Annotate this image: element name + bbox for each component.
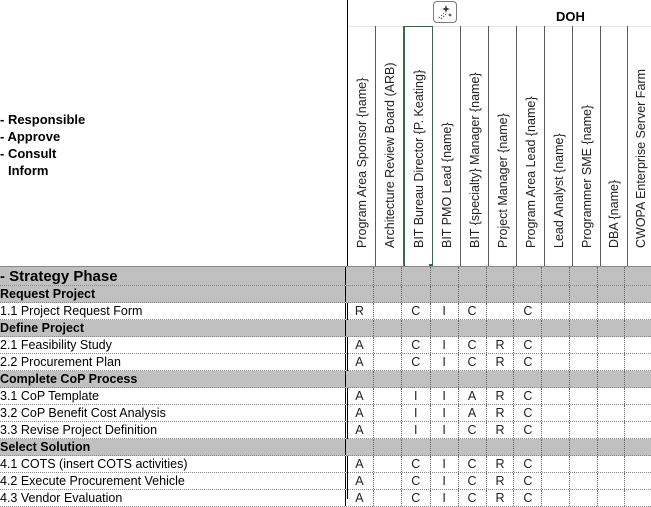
raci-cell[interactable] xyxy=(542,354,570,370)
raci-cell[interactable]: R xyxy=(487,456,515,472)
raci-cell[interactable]: I xyxy=(431,303,459,319)
raci-cell[interactable] xyxy=(374,303,402,319)
row-label[interactable]: Define Project xyxy=(0,320,346,336)
raci-cell[interactable]: A xyxy=(459,388,487,404)
raci-cell[interactable]: R xyxy=(487,422,515,438)
raci-cell[interactable]: I xyxy=(402,422,431,438)
raci-cell[interactable] xyxy=(374,439,402,455)
raci-cell[interactable] xyxy=(542,286,570,302)
raci-cell[interactable] xyxy=(542,490,570,506)
raci-cell[interactable] xyxy=(570,303,598,319)
task-row xyxy=(0,405,651,422)
raci-cell[interactable] xyxy=(625,267,651,285)
raci-cell[interactable] xyxy=(598,490,625,506)
raci-cell[interactable]: C xyxy=(459,456,487,472)
raci-cell[interactable]: R xyxy=(487,354,515,370)
raci-cell[interactable] xyxy=(542,439,570,455)
raci-cell[interactable]: C xyxy=(402,490,431,506)
raci-cell[interactable] xyxy=(598,337,625,353)
raci-cell[interactable] xyxy=(346,267,374,285)
raci-cell[interactable]: C xyxy=(459,473,487,489)
raci-cell[interactable] xyxy=(374,388,402,404)
raci-cell[interactable] xyxy=(542,473,570,489)
raci-cell[interactable]: C xyxy=(402,337,431,353)
raci-cell[interactable]: I xyxy=(402,405,431,421)
group-header-doh: DOH xyxy=(556,9,585,24)
raci-cell[interactable]: I xyxy=(431,405,459,421)
group-row xyxy=(0,320,651,337)
raci-cell[interactable]: R xyxy=(487,490,515,506)
raci-cell[interactable]: C xyxy=(459,337,487,353)
raci-cell[interactable]: C xyxy=(402,354,431,370)
raci-legend xyxy=(0,111,85,179)
row-label[interactable]: 2.1 Feasibility Study xyxy=(0,337,346,353)
raci-cell[interactable] xyxy=(487,320,515,336)
column-header[interactable]: Project Manager {name} xyxy=(489,26,517,266)
raci-cell[interactable] xyxy=(542,320,570,336)
raci-cell[interactable] xyxy=(374,354,402,370)
raci-cell[interactable] xyxy=(598,320,625,336)
raci-cell[interactable] xyxy=(402,286,431,302)
raci-cell[interactable] xyxy=(374,422,402,438)
raci-cell[interactable] xyxy=(374,473,402,489)
raci-cell[interactable] xyxy=(625,422,651,438)
raci-cell[interactable]: A xyxy=(346,354,374,370)
raci-cell[interactable] xyxy=(598,473,625,489)
raci-cell[interactable] xyxy=(431,371,459,387)
raci-cell[interactable] xyxy=(374,337,402,353)
raci-cell[interactable] xyxy=(598,267,625,285)
raci-cell[interactable] xyxy=(542,388,570,404)
raci-cell[interactable] xyxy=(598,303,625,319)
raci-cell[interactable] xyxy=(374,371,402,387)
raci-cell[interactable] xyxy=(625,439,651,455)
raci-cell[interactable] xyxy=(570,286,598,302)
raci-cell[interactable] xyxy=(570,473,598,489)
raci-cell[interactable] xyxy=(570,337,598,353)
row-label[interactable]: Complete CoP Process xyxy=(0,371,346,387)
raci-cell[interactable]: C xyxy=(459,303,487,319)
raci-cell[interactable] xyxy=(570,456,598,472)
raci-cell[interactable]: C xyxy=(514,473,542,489)
column-header[interactable]: Architecture Review Board (ARB) xyxy=(376,26,404,266)
column-header[interactable]: BIT {specialty} Manager {name} xyxy=(461,26,489,266)
row-label[interactable]: 3.1 CoP Template xyxy=(0,388,346,404)
group-row xyxy=(0,286,651,303)
raci-cell[interactable]: R xyxy=(346,303,374,319)
raci-cell[interactable] xyxy=(374,490,402,506)
raci-cell[interactable] xyxy=(514,286,542,302)
raci-cell[interactable] xyxy=(402,439,431,455)
raci-cell[interactable]: R xyxy=(487,337,515,353)
raci-cell[interactable] xyxy=(459,371,487,387)
row-label[interactable]: 2.2 Procurement Plan xyxy=(0,354,346,370)
raci-cell[interactable] xyxy=(374,405,402,421)
raci-cell[interactable]: A xyxy=(346,405,374,421)
phase-row xyxy=(0,266,651,286)
raci-cell[interactable] xyxy=(459,320,487,336)
raci-cell[interactable] xyxy=(598,286,625,302)
raci-cell[interactable] xyxy=(625,490,651,506)
raci-cell[interactable]: I xyxy=(431,337,459,353)
raci-cell[interactable]: I xyxy=(431,456,459,472)
raci-cell[interactable]: C xyxy=(514,337,542,353)
raci-cell[interactable] xyxy=(570,388,598,404)
row-label[interactable]: Request Project xyxy=(0,286,346,302)
raci-cell[interactable] xyxy=(487,286,515,302)
raci-cell[interactable] xyxy=(625,456,651,472)
task-row xyxy=(0,354,651,371)
task-row xyxy=(0,456,651,473)
task-row xyxy=(0,337,651,354)
row-label[interactable]: Select Solution xyxy=(0,439,346,455)
raci-grid xyxy=(0,266,651,507)
raci-cell[interactable] xyxy=(542,422,570,438)
raci-cell[interactable] xyxy=(625,388,651,404)
raci-cell[interactable] xyxy=(374,267,402,285)
raci-cell[interactable]: A xyxy=(346,337,374,353)
raci-cell[interactable] xyxy=(374,320,402,336)
raci-cell[interactable]: C xyxy=(514,303,542,319)
raci-cell[interactable]: A xyxy=(459,405,487,421)
row-label[interactable]: 4.2 Execute Procurement Vehicle xyxy=(0,473,346,489)
raci-cell[interactable] xyxy=(570,267,598,285)
raci-cell[interactable]: I xyxy=(431,473,459,489)
raci-cell[interactable]: I xyxy=(431,388,459,404)
row-label[interactable]: - Strategy Phase xyxy=(0,267,346,285)
raci-cell[interactable]: R xyxy=(487,388,515,404)
row-label[interactable]: 4.3 Vendor Evaluation xyxy=(0,490,346,506)
raci-cell[interactable] xyxy=(625,405,651,421)
raci-cell[interactable] xyxy=(542,267,570,285)
raci-cell[interactable]: C xyxy=(514,422,542,438)
raci-cell[interactable]: C xyxy=(514,490,542,506)
raci-cell[interactable]: I xyxy=(431,490,459,506)
raci-cell[interactable] xyxy=(374,456,402,472)
raci-cell[interactable] xyxy=(570,439,598,455)
raci-cell[interactable] xyxy=(514,267,542,285)
raci-cell[interactable]: C xyxy=(459,354,487,370)
raci-cell[interactable]: C xyxy=(402,303,431,319)
raci-cell[interactable] xyxy=(402,267,431,285)
column-header[interactable]: CWOPA Enterprise Server Farm xyxy=(634,69,648,248)
row-label[interactable]: 3.2 CoP Benefit Cost Analysis xyxy=(0,405,346,421)
raci-cell[interactable]: C xyxy=(514,388,542,404)
raci-cell[interactable] xyxy=(487,303,515,319)
row-label[interactable]: 4.1 COTS (insert COTS activities) xyxy=(0,456,346,472)
column-header[interactable]: Lead Analyst {name} xyxy=(545,26,573,266)
task-row xyxy=(0,473,651,490)
raci-cell[interactable] xyxy=(487,371,515,387)
column-header-selected[interactable]: BIT Bureau Director {P. Keating} xyxy=(404,26,433,266)
raci-cell[interactable] xyxy=(570,490,598,506)
raci-cell[interactable]: A xyxy=(346,388,374,404)
raci-cell[interactable] xyxy=(402,320,431,336)
raci-cell[interactable] xyxy=(625,303,651,319)
task-row xyxy=(0,422,651,439)
raci-cell[interactable] xyxy=(598,371,625,387)
column-header[interactable]: DBA {name} xyxy=(601,26,628,266)
raci-cell[interactable] xyxy=(514,439,542,455)
raci-cell[interactable] xyxy=(570,422,598,438)
raci-cell[interactable] xyxy=(598,354,625,370)
raci-cell[interactable] xyxy=(570,320,598,336)
raci-cell[interactable] xyxy=(570,354,598,370)
raci-cell[interactable] xyxy=(459,439,487,455)
raci-cell[interactable]: C xyxy=(402,473,431,489)
row-label[interactable]: 1.1 Project Request Form xyxy=(0,303,346,319)
raci-cell[interactable] xyxy=(625,286,651,302)
raci-cell[interactable] xyxy=(431,267,459,285)
raci-cell[interactable] xyxy=(374,286,402,302)
column-header[interactable]: Program Area Sponsor {name} xyxy=(348,26,376,266)
legend-consult[interactable]: - Consult xyxy=(0,146,57,161)
raci-cell[interactable] xyxy=(459,286,487,302)
raci-cell[interactable] xyxy=(346,286,374,302)
raci-cell[interactable] xyxy=(542,371,570,387)
raci-cell[interactable]: C xyxy=(402,456,431,472)
raci-cell[interactable]: A xyxy=(346,490,374,506)
raci-cell[interactable] xyxy=(625,371,651,387)
raci-cell[interactable] xyxy=(598,388,625,404)
raci-cell[interactable] xyxy=(598,439,625,455)
row-label[interactable]: 3.3 Revise Project Definition xyxy=(0,422,346,438)
raci-cell[interactable] xyxy=(346,371,374,387)
group-row xyxy=(0,371,651,388)
raci-cell[interactable] xyxy=(598,422,625,438)
raci-cell[interactable] xyxy=(487,439,515,455)
raci-cell[interactable] xyxy=(514,371,542,387)
column-header[interactable]: BIT PMO Lead {name} xyxy=(433,26,461,266)
raci-cell[interactable] xyxy=(625,337,651,353)
raci-cell[interactable] xyxy=(542,456,570,472)
column-header[interactable]: Programmer SME {name} xyxy=(573,26,601,266)
raci-cell[interactable] xyxy=(346,320,374,336)
raci-cell[interactable]: A xyxy=(346,473,374,489)
raci-cell[interactable] xyxy=(346,439,374,455)
raci-cell[interactable]: I xyxy=(402,388,431,404)
raci-cell[interactable] xyxy=(625,473,651,489)
raci-cell[interactable] xyxy=(542,405,570,421)
raci-cell[interactable] xyxy=(431,439,459,455)
raci-cell[interactable]: R xyxy=(487,473,515,489)
raci-cell[interactable] xyxy=(514,320,542,336)
raci-cell[interactable] xyxy=(431,320,459,336)
raci-cell[interactable] xyxy=(542,303,570,319)
raci-cell[interactable] xyxy=(487,267,515,285)
raci-cell[interactable] xyxy=(598,405,625,421)
raci-cell[interactable] xyxy=(625,354,651,370)
legend-responsible[interactable]: - Responsible xyxy=(0,112,86,127)
raci-cell[interactable]: R xyxy=(487,405,515,421)
raci-cell[interactable] xyxy=(598,456,625,472)
raci-cell[interactable] xyxy=(570,371,598,387)
raci-cell[interactable]: A xyxy=(346,456,374,472)
legend-approve[interactable]: - Approve xyxy=(0,129,61,144)
raci-cell[interactable]: C xyxy=(514,405,542,421)
group-row xyxy=(0,439,651,456)
raci-cell[interactable]: C xyxy=(459,490,487,506)
task-row xyxy=(0,388,651,405)
column-header[interactable]: Program Area Lead {name} xyxy=(517,26,545,266)
raci-cell[interactable] xyxy=(431,286,459,302)
raci-cell[interactable]: C xyxy=(514,354,542,370)
raci-cell[interactable]: I xyxy=(431,422,459,438)
raci-cell[interactable]: A xyxy=(346,422,374,438)
raci-cell[interactable] xyxy=(625,320,651,336)
raci-cell[interactable] xyxy=(542,337,570,353)
magic-suggest-button[interactable] xyxy=(433,1,457,23)
raci-cell[interactable]: I xyxy=(431,354,459,370)
raci-cell[interactable]: C xyxy=(459,422,487,438)
raci-cell[interactable] xyxy=(402,371,431,387)
raci-cell[interactable]: C xyxy=(514,456,542,472)
raci-cell[interactable] xyxy=(570,405,598,421)
raci-cell[interactable] xyxy=(459,267,487,285)
sparkle-wand-icon xyxy=(437,4,453,20)
legend-inform[interactable]: Inform xyxy=(8,163,49,178)
task-row xyxy=(0,303,651,320)
